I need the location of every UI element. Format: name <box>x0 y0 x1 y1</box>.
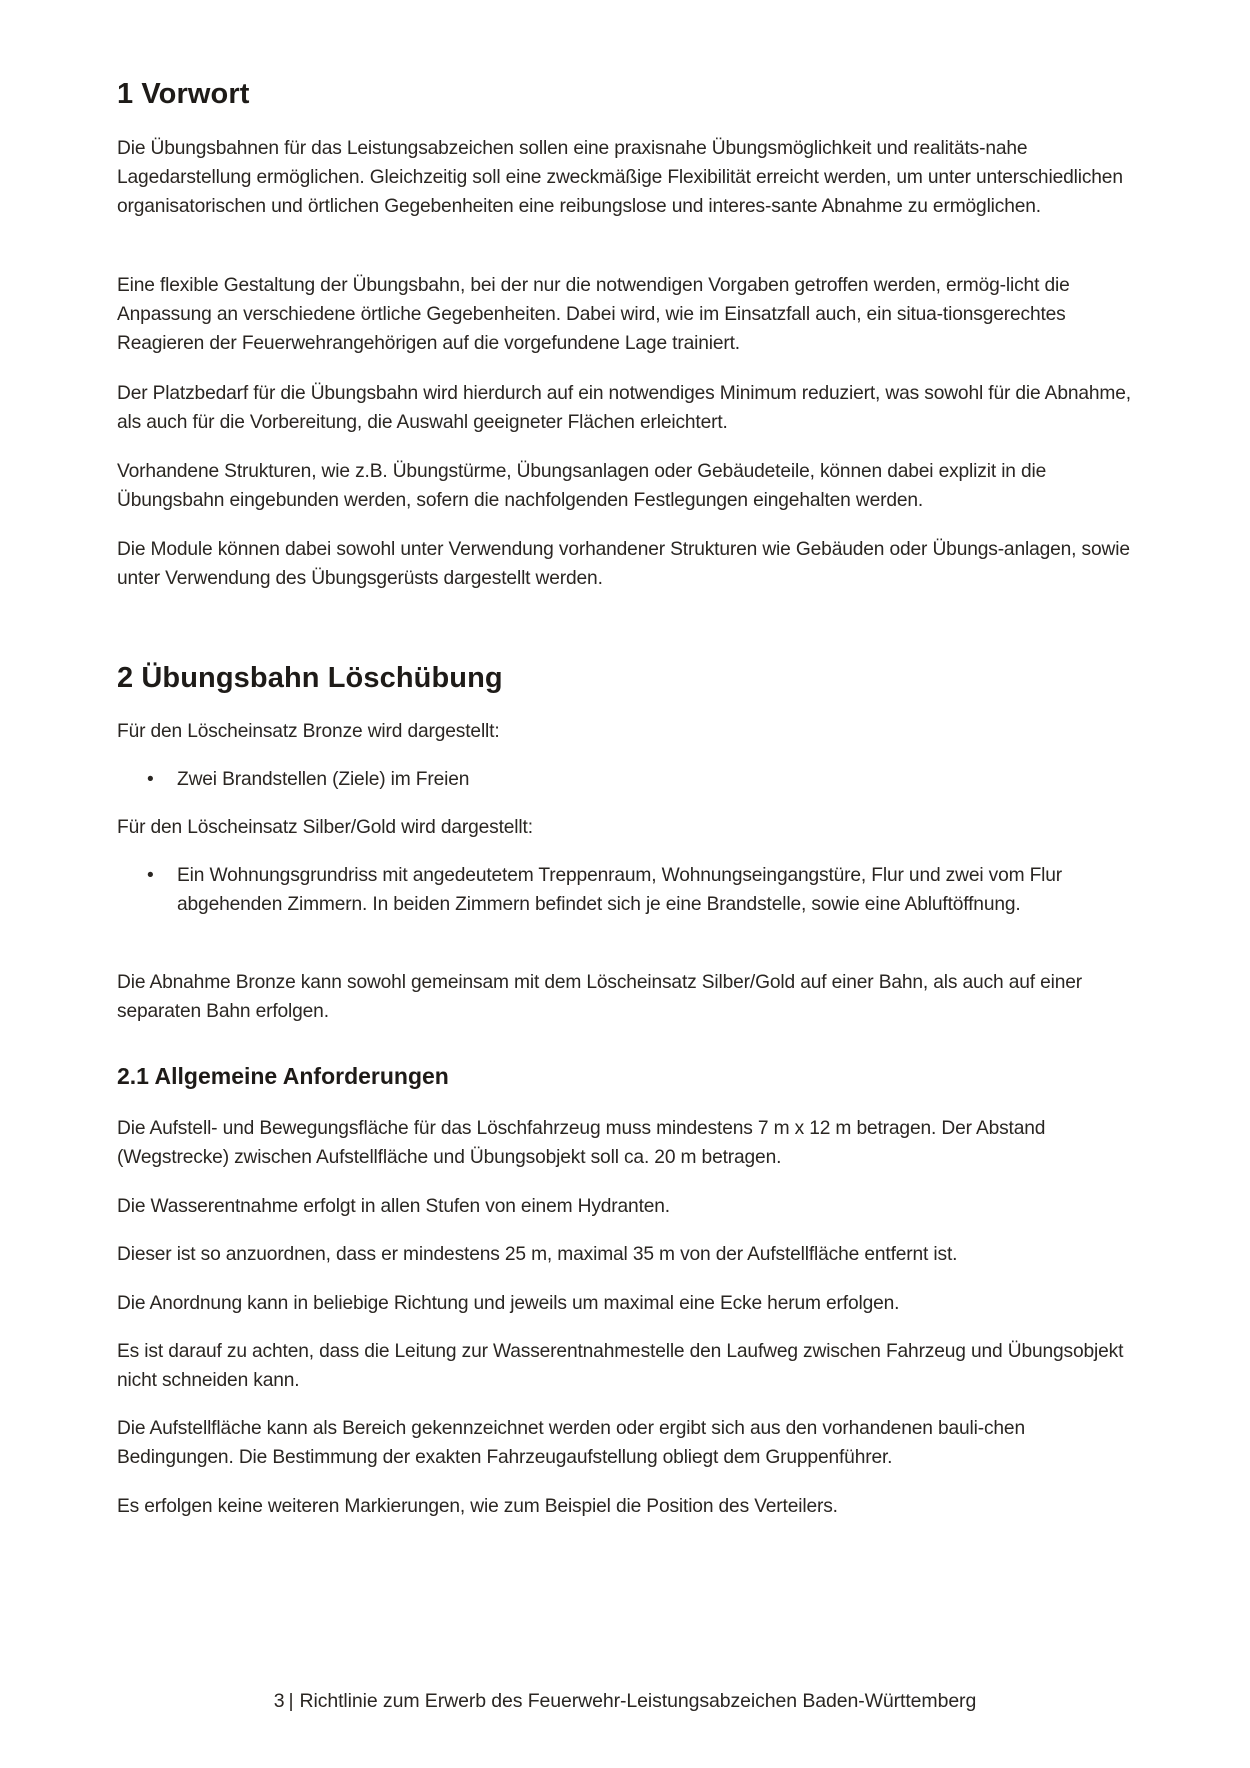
paragraph: Die Aufstell- und Bewegungsfläche für das Löschfahrzeug muss mindestens 7 m x 12 m betragen. Der Abstand (Wegstrecke) zwischen Aufstellfläche und Übungsobjekt soll ca. 20 m betragen. <box>117 1118 1046 1168</box>
paragraph: Für den Löscheinsatz Bronze wird dargestellt: <box>117 721 500 742</box>
page-number: 3 <box>273 1690 285 1712</box>
paragraph: Die Anordnung kann in beliebige Richtung und jeweils um maximal eine Ecke herum erfolgen. <box>117 1293 900 1314</box>
paragraph: Die Module können dabei sowohl unter Verwendung vorhandener Strukturen wie Gebäuden oder Übungs-anlagen, sowie unter Verwendung des Übungsgerüsts dargestellt werden. <box>117 539 1130 589</box>
footer-title: Richtlinie zum Erwerb des Feuerwehr-Leistungsabzeichen Baden-Württemberg <box>299 1690 977 1712</box>
paragraph: Es ist darauf zu achten, dass die Leitung zur Wasserentnahmestelle den Laufweg zwischen Fahrzeug und Übungsobjekt nicht schneiden kann. <box>117 1341 1124 1391</box>
page-footer <box>0 1690 1250 1713</box>
list-item-text: Zwei Brandstellen (Ziele) im Freien <box>177 769 470 790</box>
paragraph: Die Übungsbahnen für das Leistungsabzeichen sollen eine praxisnahe Übungsmöglichkeit und realitäts-nahe Lagedarstellung ermöglichen. Gleichzeitig soll eine zweckmäßige Flexibilität erreicht werden, um unter unterschiedlichen organisatorischen und örtlichen Gegebenheiten eine reibungslose und interes-sante Abnahme zu ermöglichen. <box>117 138 1123 217</box>
paragraph: Die Abnahme Bronze kann sowohl gemeinsam mit dem Löscheinsatz Silber/Gold auf einer Bahn, als auch auf einer separaten Bahn erfolgen. <box>117 972 1083 1022</box>
list-item <box>117 765 1137 794</box>
list-item-text: Ein Wohnungsgrundriss mit angedeutetem Treppenraum, Wohnungseingangstüre, Flur und zwei vom Flur abgehenden Zimmern. In beiden Zimmern befindet sich je eine Brandstelle, sowie eine Abluftöffnung. <box>177 865 1063 915</box>
paragraph: Dieser ist so anzuordnen, dass er mindestens 25 m, maximal 35 m von der Aufstellfläche entfernt ist. <box>117 1244 958 1265</box>
paragraph: Die Wasserentnahme erfolgt in allen Stufen von einem Hydranten. <box>117 1196 670 1217</box>
bullet-icon: • <box>147 769 154 790</box>
list-item <box>117 861 1137 919</box>
section-heading-uebungsbahn: 2 Übungsbahn Löschübung <box>117 662 503 694</box>
paragraph: Der Platzbedarf für die Übungsbahn wird hierdurch auf ein notwendiges Minimum reduziert, was sowohl für die Abnahme, als auch für die Vorbereitung, die Auswahl geeigneter Flächen erleichtert. <box>117 383 1131 433</box>
paragraph: Eine flexible Gestaltung der Übungsbahn, bei der nur die notwendigen Vorgaben getroffen werden, ermög-licht die Anpassung an verschiedene örtliche Gegebenheiten. Dabei wird, wie im Einsatzfall auch, ein situa-tionsgerechtes Reagieren der Feuerwehrangehörigen auf die vorgefundene Lage trainiert. <box>117 275 1070 354</box>
paragraph: Für den Löscheinsatz Silber/Gold wird dargestellt: <box>117 817 533 838</box>
footer-separator: | <box>288 1690 294 1712</box>
subsection-heading-anforderungen: 2.1 Allgemeine Anforderungen <box>117 1063 449 1089</box>
paragraph: Es erfolgen keine weiteren Markierungen, wie zum Beispiel die Position des Verteilers. <box>117 1496 838 1517</box>
paragraph: Vorhandene Strukturen, wie z.B. Übungstürme, Übungsanlagen oder Gebäudeteile, können dabei explizit in die Übungsbahn eingebunden werden, sofern die nachfolgenden Festlegungen eingehalten werden. <box>117 461 1047 511</box>
section-heading-vorwort: 1 Vorwort <box>117 78 250 110</box>
paragraph: Die Aufstellfläche kann als Bereich gekennzeichnet werden oder ergibt sich aus den vorhandenen bauli-chen Bedingungen. Die Bestimmung der exakten Fahrzeugaufstellung obliegt dem Gruppenführer. <box>117 1418 1025 1468</box>
bullet-icon: • <box>147 865 154 886</box>
